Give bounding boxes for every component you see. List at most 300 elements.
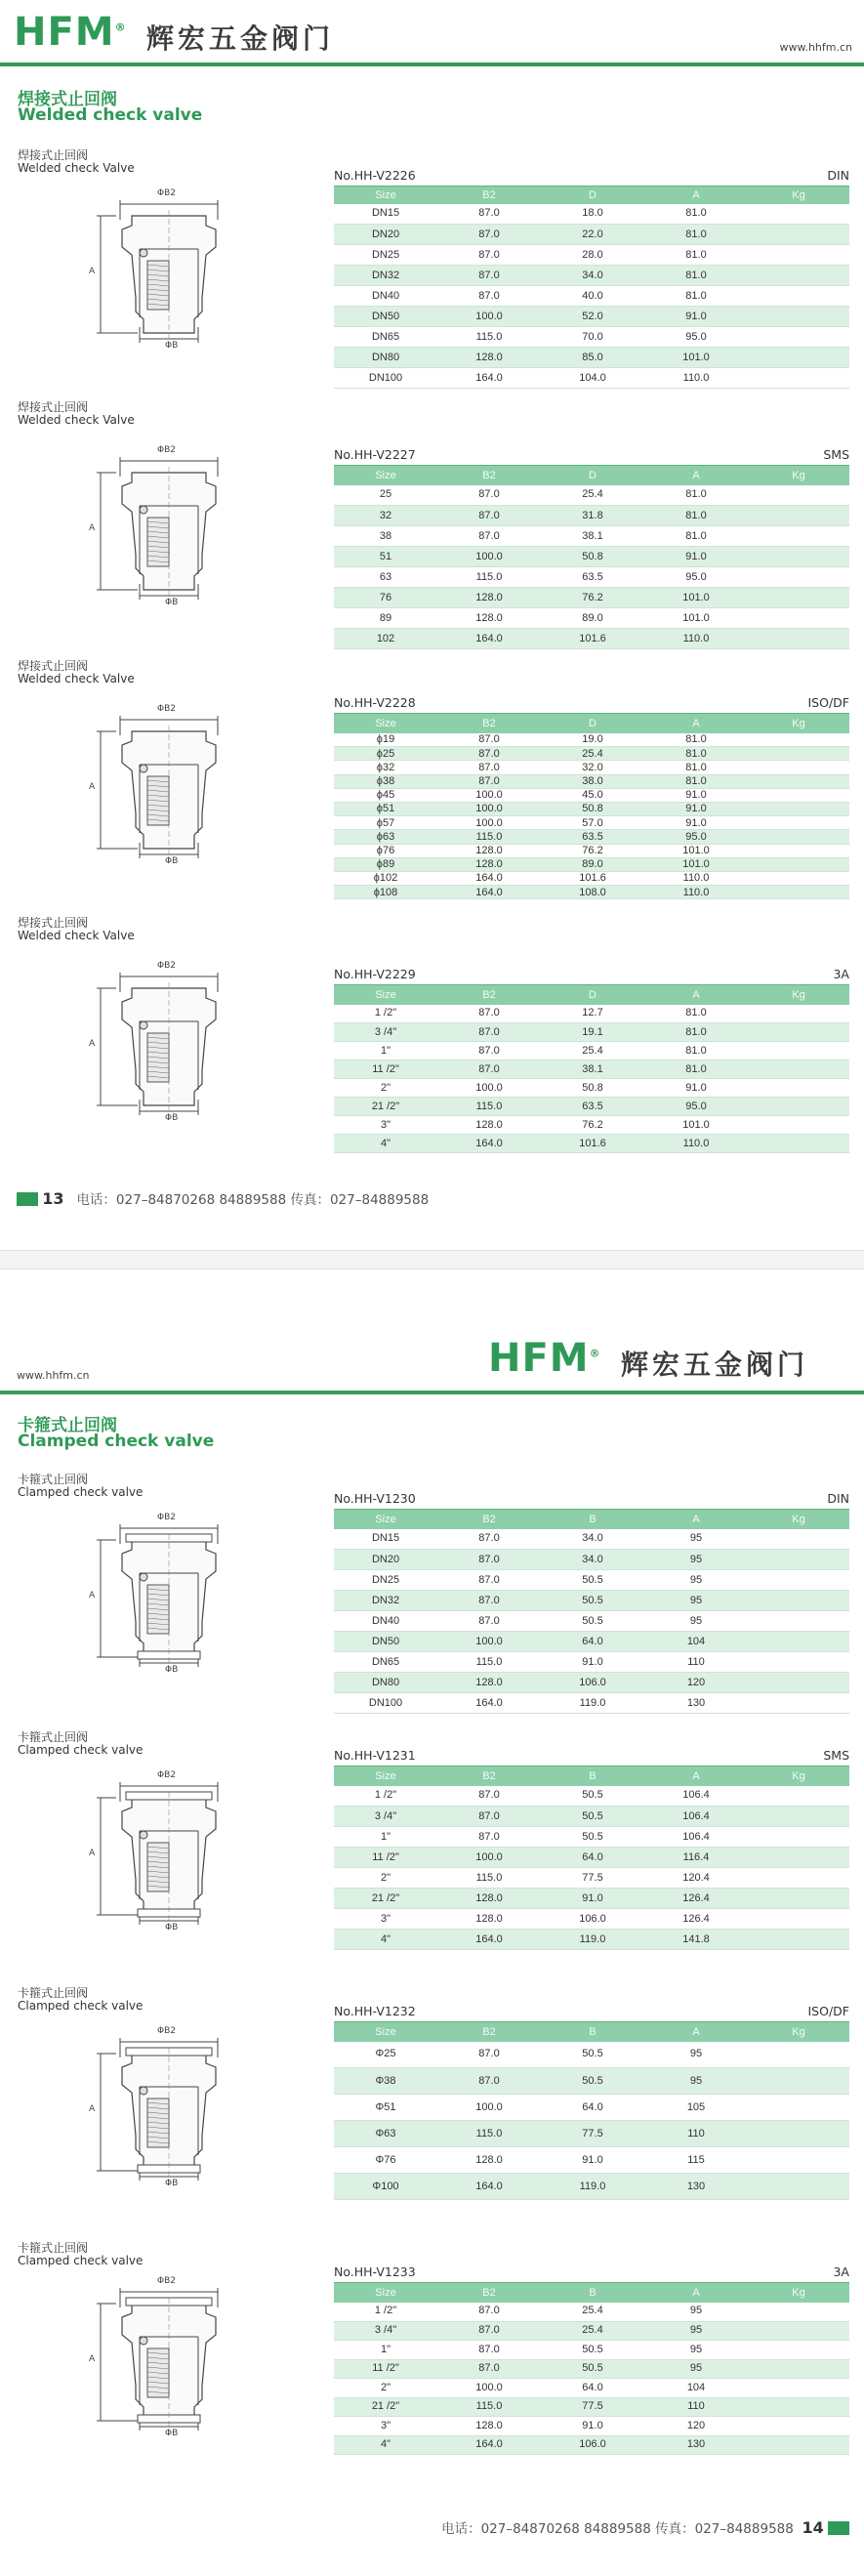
table-cell (748, 761, 849, 774)
table-cell: 87.0 (437, 1005, 541, 1023)
column-header: Kg (748, 466, 849, 485)
table-cell (748, 1889, 849, 1909)
page-header (0, 0, 864, 68)
table-cell: 128.0 (437, 2417, 541, 2436)
table-cell (748, 816, 849, 830)
registered-mark: ® (114, 21, 127, 34)
table-cell: 91.0 (644, 547, 748, 567)
table-cell: 87.0 (437, 2321, 541, 2341)
header-rule (0, 62, 864, 66)
table-cell: DN25 (334, 245, 437, 266)
table-cell: DN15 (334, 1529, 437, 1550)
table-header-row (334, 2022, 849, 2042)
table-cell: 81.0 (644, 225, 748, 245)
table-cell: 89.0 (541, 857, 644, 871)
column-header: Size (334, 466, 437, 485)
valve-drawing (83, 963, 254, 1129)
table-cell (748, 1673, 849, 1693)
table-cell (748, 506, 849, 526)
table-cell: DN25 (334, 1570, 437, 1591)
table-cell (748, 547, 849, 567)
table-cell: 95 (644, 1570, 748, 1591)
brand-name: 辉宏五金阀门 (621, 1349, 809, 1381)
table-cell: 34.0 (541, 1550, 644, 1570)
table-cell: 164.0 (437, 629, 541, 649)
table-header-row (334, 1766, 849, 1786)
table-cell: 11 /2" (334, 1848, 437, 1868)
table-cell: 1" (334, 1042, 437, 1060)
standard-label: SMS (823, 1748, 849, 1763)
dim-label-b: ΦB (165, 2179, 179, 2188)
table-cell: 50.5 (541, 2068, 644, 2095)
dim-label-a: A (89, 523, 96, 533)
table-cell: 95.0 (644, 830, 748, 844)
table-cell: 87.0 (437, 204, 541, 225)
table-cell: 38.1 (541, 526, 644, 547)
column-header: D (541, 187, 644, 204)
model-number: No.HH-V2228 (334, 695, 416, 710)
table-row (334, 2147, 849, 2174)
table-cell: 81.0 (644, 1042, 748, 1060)
table-cell: 25 (334, 485, 437, 506)
table-cell (748, 1591, 849, 1611)
valve-drawing (83, 447, 254, 613)
table-cell: 91.0 (541, 1889, 644, 1909)
table-cell: 3 /4" (334, 1023, 437, 1042)
column-header: B2 (437, 466, 541, 485)
table-cell: 87.0 (437, 1060, 541, 1079)
spec-table (334, 2021, 849, 2200)
table-cell: 110.0 (644, 1135, 748, 1153)
table-cell (748, 1909, 849, 1930)
table-cell: 22.0 (541, 225, 644, 245)
table-cell: 91.0 (541, 1652, 644, 1673)
column-header: Kg (748, 2283, 849, 2303)
table-cell: 81.0 (644, 286, 748, 307)
table-row (334, 2417, 849, 2436)
table-cell: 100.0 (437, 788, 541, 802)
page-footer (17, 1188, 429, 1208)
dim-label-b2: ΦB2 (157, 2276, 176, 2286)
table-cell: 63.5 (541, 1098, 644, 1116)
valve-drawing (83, 1515, 254, 1681)
valve-drawing (83, 2028, 254, 2194)
table-row (334, 830, 849, 844)
table-cell: 1" (334, 2341, 437, 2360)
table-cell (748, 286, 849, 307)
table-row (334, 567, 849, 588)
table-cell: 1 /2" (334, 1786, 437, 1807)
column-header: D (541, 985, 644, 1005)
table-row (334, 774, 849, 788)
table-cell (748, 1005, 849, 1023)
table-cell (748, 788, 849, 802)
table-cell: 87.0 (437, 2068, 541, 2095)
table-cell (748, 327, 849, 348)
dim-label-b2: ΦB2 (157, 445, 176, 455)
logo-text: HFM (14, 10, 115, 55)
standard-label: 3A (833, 967, 849, 981)
product-label-en: Clamped check valve (18, 2254, 144, 2267)
table-cell: 128.0 (437, 844, 541, 857)
dim-label-a: A (89, 1849, 96, 1858)
table-cell: 81.0 (644, 245, 748, 266)
table-cell: 87.0 (437, 1042, 541, 1060)
table-cell: 164.0 (437, 871, 541, 885)
table-cell: 128.0 (437, 588, 541, 608)
table-cell: 101.6 (541, 1135, 644, 1153)
table-cell: 110.0 (644, 886, 748, 899)
table-cell: 110 (644, 1652, 748, 1673)
table-cell (748, 1079, 849, 1098)
table-cell: 95 (644, 2068, 748, 2095)
table-cell: 50.5 (541, 2341, 644, 2360)
table-cell: 130 (644, 1693, 748, 1714)
table-cell: 91.0 (644, 1079, 748, 1098)
table-cell: 141.8 (644, 1930, 748, 1950)
table-row (334, 1135, 849, 1153)
table-row (334, 1848, 849, 1868)
table-cell: 38 (334, 526, 437, 547)
table-row (334, 1060, 849, 1079)
table-cell: ϕ32 (334, 761, 437, 774)
table-row (334, 1005, 849, 1023)
table-header-row (334, 466, 849, 485)
table-cell: 89.0 (541, 608, 644, 629)
product-label-cn: 卡箍式止回阀 (18, 2241, 89, 2255)
table-row (334, 266, 849, 286)
table-row (334, 588, 849, 608)
page-number: 14 (802, 2518, 824, 2537)
table-cell: 95 (644, 2042, 748, 2068)
table-cell: 87.0 (437, 2359, 541, 2379)
table-cell: 57.0 (541, 816, 644, 830)
table-row (334, 2068, 849, 2095)
table-cell: 85.0 (541, 348, 644, 368)
product-label-en: Welded check Valve (18, 929, 135, 942)
dim-label-a: A (89, 782, 96, 792)
table-cell: Φ38 (334, 2068, 437, 2095)
table-cell (748, 2379, 849, 2398)
table-cell: 164.0 (437, 368, 541, 389)
table-cell: 115.0 (437, 830, 541, 844)
table-cell (748, 1116, 849, 1135)
table-cell: ϕ57 (334, 816, 437, 830)
dim-label-b2: ΦB2 (157, 1513, 176, 1522)
table-cell: DN65 (334, 1652, 437, 1673)
table-cell: 3" (334, 1116, 437, 1135)
table-cell (748, 2359, 849, 2379)
table-cell (748, 1848, 849, 1868)
table-cell: 76 (334, 588, 437, 608)
table-row (334, 1550, 849, 1570)
table-cell (748, 886, 849, 899)
page-number: 13 (42, 1189, 64, 1208)
dim-label-b: ΦB (165, 598, 179, 607)
table-cell: 19.1 (541, 1023, 644, 1042)
table-row (334, 327, 849, 348)
table-cell (748, 802, 849, 815)
table-cell: 101.0 (644, 1116, 748, 1135)
table-cell: ϕ63 (334, 830, 437, 844)
table-cell: 104.0 (541, 368, 644, 389)
table-cell: 126.4 (644, 1889, 748, 1909)
column-header: A (644, 1510, 748, 1529)
table-row (334, 1529, 849, 1550)
table-cell: 119.0 (541, 2174, 644, 2200)
table-cell: 115.0 (437, 327, 541, 348)
table-row (334, 307, 849, 327)
table-cell: DN65 (334, 327, 437, 348)
table-cell: 115.0 (437, 1868, 541, 1889)
contact-text: 电话：027–84870268 84889588 传真：027–84889588 (76, 1192, 430, 1208)
table-cell: DN100 (334, 368, 437, 389)
table-cell: 63.5 (541, 830, 644, 844)
table-cell: 63 (334, 567, 437, 588)
table-cell: 4" (334, 1930, 437, 1950)
spec-table (334, 2282, 849, 2455)
table-row (334, 1930, 849, 1950)
table-row (334, 802, 849, 815)
table-cell: 119.0 (541, 1693, 644, 1714)
table-cell: Φ25 (334, 2042, 437, 2068)
table-cell: 106.4 (644, 1807, 748, 1827)
technical-drawing (83, 190, 254, 356)
table-row (334, 2397, 849, 2417)
table-cell (748, 1868, 849, 1889)
standard-label: DIN (827, 168, 849, 183)
column-header: B2 (437, 985, 541, 1005)
table-cell: 34.0 (541, 266, 644, 286)
technical-drawing (83, 963, 254, 1129)
table-cell: 50.5 (541, 1807, 644, 1827)
table-cell: 50.5 (541, 1591, 644, 1611)
table-row (334, 1673, 849, 1693)
table-cell: 101.6 (541, 629, 644, 649)
table-cell: 77.5 (541, 1868, 644, 1889)
table-cell: 1 /2" (334, 2303, 437, 2322)
table-cell: 21 /2" (334, 1889, 437, 1909)
table-row (334, 1611, 849, 1632)
table-row (334, 1868, 849, 1889)
table-cell: 76.2 (541, 1116, 644, 1135)
section-title-en: Clamped check valve (18, 1432, 215, 1451)
model-number: No.HH-V1232 (334, 2004, 416, 2018)
model-number: No.HH-V2229 (334, 967, 416, 981)
table-cell (748, 871, 849, 885)
table-cell (748, 2397, 849, 2417)
table-cell: 87.0 (437, 733, 541, 747)
table-cell: 87.0 (437, 245, 541, 266)
table-row (334, 1570, 849, 1591)
column-header: B2 (437, 1766, 541, 1786)
column-header: Size (334, 2022, 437, 2042)
table-row (334, 1023, 849, 1042)
technical-drawing (83, 706, 254, 872)
table-cell: 87.0 (437, 1550, 541, 1570)
product-label-cn: 焊接式止回阀 (18, 148, 89, 162)
table-cell: 87.0 (437, 1807, 541, 1827)
product-label-en: Welded check Valve (18, 413, 135, 427)
section-title-en: Welded check valve (18, 105, 203, 125)
table-cell: 77.5 (541, 2397, 644, 2417)
table-cell: 128.0 (437, 1889, 541, 1909)
table-cell: ϕ102 (334, 871, 437, 885)
dim-label-a: A (89, 1591, 96, 1600)
table-cell (748, 307, 849, 327)
table-row (334, 2341, 849, 2360)
table-cell: 95.0 (644, 1098, 748, 1116)
table-cell: 81.0 (644, 485, 748, 506)
column-header: B (541, 2283, 644, 2303)
table-cell: 31.8 (541, 506, 644, 526)
table-cell: 81.0 (644, 733, 748, 747)
column-header: B (541, 1510, 644, 1529)
table-row (334, 788, 849, 802)
table-cell: 95 (644, 2359, 748, 2379)
dim-label-a: A (89, 1039, 96, 1049)
table-cell (748, 857, 849, 871)
dim-label-b2: ΦB2 (157, 704, 176, 714)
table-cell (748, 1529, 849, 1550)
table-cell (748, 1550, 849, 1570)
table-cell: 106.0 (541, 2435, 644, 2455)
table-cell (748, 1098, 849, 1116)
table-cell: 21 /2" (334, 2397, 437, 2417)
table-cell: 4" (334, 2435, 437, 2455)
section-title-cn: 焊接式止回阀 (18, 90, 117, 109)
contact-text: 电话：027–84870268 84889588 传真：027–84889588 (441, 2521, 794, 2537)
technical-drawing (83, 1772, 254, 1938)
table-cell: 87.0 (437, 747, 541, 761)
table-cell: 87.0 (437, 1786, 541, 1807)
table-cell: 25.4 (541, 2303, 644, 2322)
standard-label: ISO/DF (807, 695, 849, 710)
section-title-cn: 卡箍式止回阀 (18, 1416, 117, 1435)
table-cell: 95 (644, 1550, 748, 1570)
table-cell: 64.0 (541, 1848, 644, 1868)
table-row (334, 1827, 849, 1848)
table-cell: 89 (334, 608, 437, 629)
table-row (334, 2095, 849, 2121)
table-cell: 100.0 (437, 2095, 541, 2121)
table-cell: 81.0 (644, 774, 748, 788)
table-cell (748, 1827, 849, 1848)
table-cell: 100.0 (437, 816, 541, 830)
table-cell: 87.0 (437, 286, 541, 307)
table-cell: 87.0 (437, 1023, 541, 1042)
table-row (334, 1079, 849, 1098)
table-cell: 104 (644, 2379, 748, 2398)
table-cell: 115.0 (437, 2397, 541, 2417)
table-row (334, 886, 849, 899)
table-row (334, 368, 849, 389)
column-header: B2 (437, 714, 541, 733)
table-cell (748, 1693, 849, 1714)
table-row (334, 2359, 849, 2379)
column-header: B2 (437, 2022, 541, 2042)
table-cell: Φ100 (334, 2174, 437, 2200)
table-cell: 77.5 (541, 2121, 644, 2147)
product-label-en: Clamped check valve (18, 1485, 144, 1499)
table-header-row (334, 1510, 849, 1529)
table-cell: 81.0 (644, 761, 748, 774)
table-cell: DN50 (334, 1632, 437, 1652)
table-row (334, 1807, 849, 1827)
table-cell: 100.0 (437, 1848, 541, 1868)
table-cell: 164.0 (437, 1135, 541, 1153)
product-label-en: Welded check Valve (18, 161, 135, 175)
table-row (334, 2379, 849, 2398)
table-cell: 81.0 (644, 506, 748, 526)
table-cell: 81.0 (644, 1005, 748, 1023)
table-cell: 81.0 (644, 266, 748, 286)
table-cell (748, 2341, 849, 2360)
table-cell: 28.0 (541, 245, 644, 266)
spec-table (334, 713, 849, 899)
table-row (334, 1786, 849, 1807)
table-cell: 101.0 (644, 844, 748, 857)
table-cell: 50.5 (541, 1611, 644, 1632)
table-row (334, 1098, 849, 1116)
table-cell: 38.0 (541, 774, 644, 788)
website-url: www.hhfm.cn (17, 1369, 90, 1382)
table-cell (748, 844, 849, 857)
table-row (334, 857, 849, 871)
column-header: Size (334, 187, 437, 204)
table-cell: 120 (644, 1673, 748, 1693)
table-row (334, 2303, 849, 2322)
table-row (334, 1693, 849, 1714)
table-cell: 102 (334, 629, 437, 649)
table-cell: 52.0 (541, 307, 644, 327)
spec-table (334, 984, 849, 1153)
column-header: Kg (748, 714, 849, 733)
table-cell: 120.4 (644, 1868, 748, 1889)
table-cell: 106.4 (644, 1786, 748, 1807)
table-cell (748, 1060, 849, 1079)
table-cell: 81.0 (644, 747, 748, 761)
table-cell: 50.5 (541, 2042, 644, 2068)
table-cell (748, 2042, 849, 2068)
table-row (334, 608, 849, 629)
table-cell: 87.0 (437, 506, 541, 526)
table-cell: 81.0 (644, 204, 748, 225)
dim-label-b: ΦB (165, 1113, 179, 1123)
table-row (334, 2042, 849, 2068)
table-cell: 87.0 (437, 1591, 541, 1611)
column-header: Kg (748, 2022, 849, 2042)
page-footer (441, 2517, 849, 2537)
table-cell (748, 2417, 849, 2436)
dim-label-a: A (89, 2354, 96, 2364)
table-cell: 115.0 (437, 1098, 541, 1116)
table-cell: DN50 (334, 307, 437, 327)
product-label-cn: 焊接式止回阀 (18, 400, 89, 414)
valve-drawing (83, 1772, 254, 1938)
page-separator (0, 1250, 864, 1269)
table-row (334, 1889, 849, 1909)
table-cell: 70.0 (541, 327, 644, 348)
table-cell: 101.0 (644, 608, 748, 629)
table-cell: 87.0 (437, 1827, 541, 1848)
product-label-cn: 焊接式止回阀 (18, 659, 89, 673)
table-cell (748, 1807, 849, 1827)
table-cell: 110 (644, 2397, 748, 2417)
table-cell: 110 (644, 2121, 748, 2147)
page-header (0, 1328, 864, 1396)
standard-label: DIN (827, 1491, 849, 1506)
